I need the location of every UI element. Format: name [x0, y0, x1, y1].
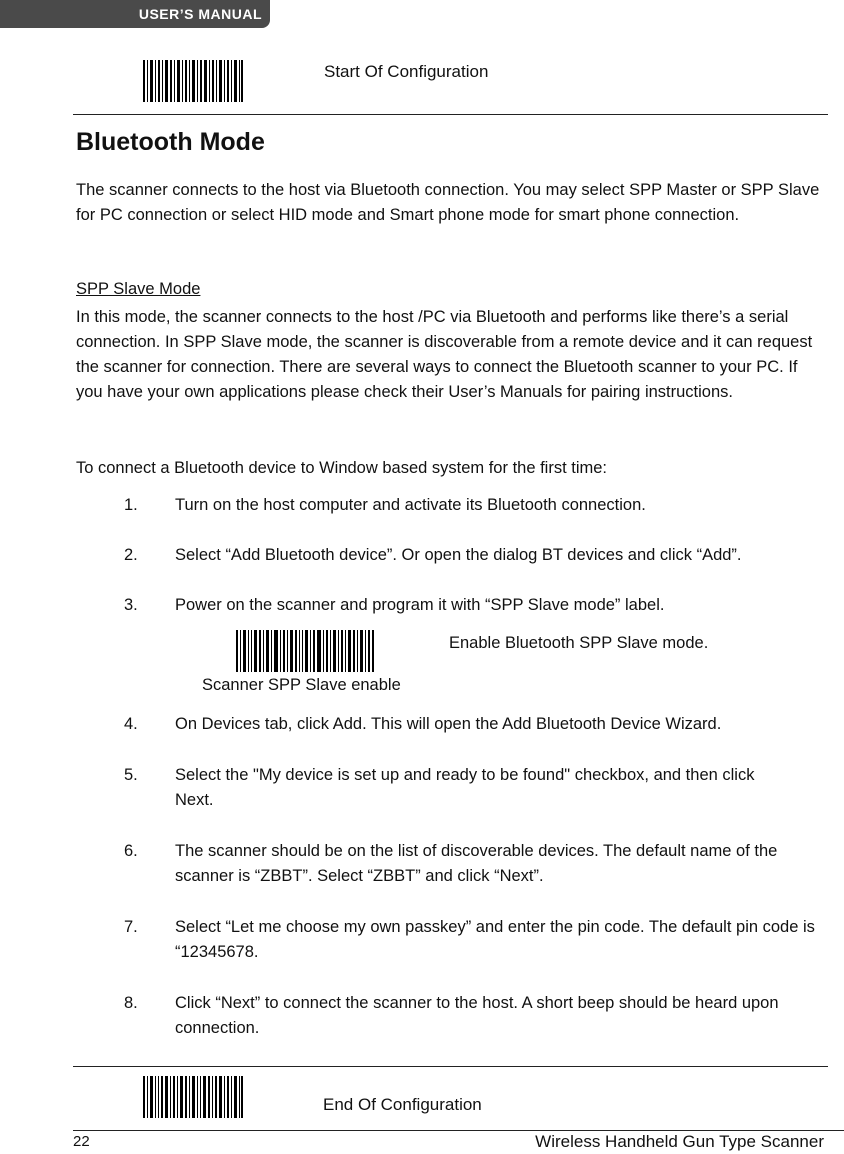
start-configuration-barcode — [143, 60, 243, 102]
header-divider — [73, 114, 828, 115]
spp-slave-enable-barcode — [236, 630, 374, 672]
step-number: 3. — [124, 596, 138, 614]
product-name: Wireless Handheld Gun Type Scanner — [535, 1132, 824, 1151]
step-text: Turn on the host computer and activate its Bluetooth connection. — [175, 496, 646, 514]
step-text: Select “Add Bluetooth device”. Or open the dialog BT devices and click “Add”. — [175, 546, 742, 564]
footer-divider — [73, 1130, 844, 1131]
spp-slave-barcode-caption: Scanner SPP Slave enable — [202, 676, 401, 694]
users-manual-label: USER’S MANUAL — [138, 6, 262, 22]
section-title: Bluetooth Mode — [76, 128, 265, 156]
step-number: 1. — [124, 496, 138, 514]
footer-config-divider — [73, 1066, 828, 1067]
step-number: 4. — [124, 715, 138, 733]
spp-slave-barcode-description: Enable Bluetooth SPP Slave mode. — [449, 634, 709, 652]
step-text: Click “Next” to connect the scanner to the host. A short beep should be heard upon connection. — [175, 994, 779, 1037]
users-manual-tab — [0, 0, 270, 28]
intro-paragraph: The scanner connects to the host via Bluetooth connection. You may select SPP Master or SPP Slave for PC connection or select HID mode and Smart phone mode for smart phone connection. — [76, 181, 820, 224]
step-text: Select the "My device is set up and ready to be found" checkbox, and then click Next. — [175, 766, 755, 809]
page-number: 22 — [73, 1133, 90, 1150]
end-configuration-label: End Of Configuration — [323, 1095, 482, 1114]
connect-intro: To connect a Bluetooth device to Window based system for the first time: — [76, 459, 608, 477]
step-number: 8. — [124, 994, 138, 1012]
step-text: On Devices tab, click Add. This will open the Add Bluetooth Device Wizard. — [175, 715, 722, 733]
spp-slave-heading: SPP Slave Mode — [76, 280, 201, 298]
step-number: 7. — [124, 918, 138, 936]
end-configuration-barcode — [143, 1076, 243, 1118]
spp-slave-body: In this mode, the scanner connects to the host /PC via Bluetooth and performs like there’s a serial connection. In SPP Slave mode, the scanner is discoverable from a remote device and it can request the scanner for connection. There are several ways to connect the Bluetooth scanner to your PC. If you have your own applications please check their User’s Manuals for pairing instructions. — [76, 308, 813, 401]
step-number: 6. — [124, 842, 138, 860]
step-number: 2. — [124, 546, 138, 564]
start-configuration-label: Start Of Configuration — [324, 62, 489, 81]
step-number: 5. — [124, 766, 138, 784]
step-text: Power on the scanner and program it with “SPP Slave mode” label. — [175, 596, 665, 614]
step-text: Select “Let me choose my own passkey” and enter the pin code. The default pin code is “12345678. — [175, 918, 815, 961]
step-text: The scanner should be on the list of discoverable devices. The default name of the scanner is “ZBBT”. Select “ZBBT” and click “Next”. — [175, 842, 778, 885]
